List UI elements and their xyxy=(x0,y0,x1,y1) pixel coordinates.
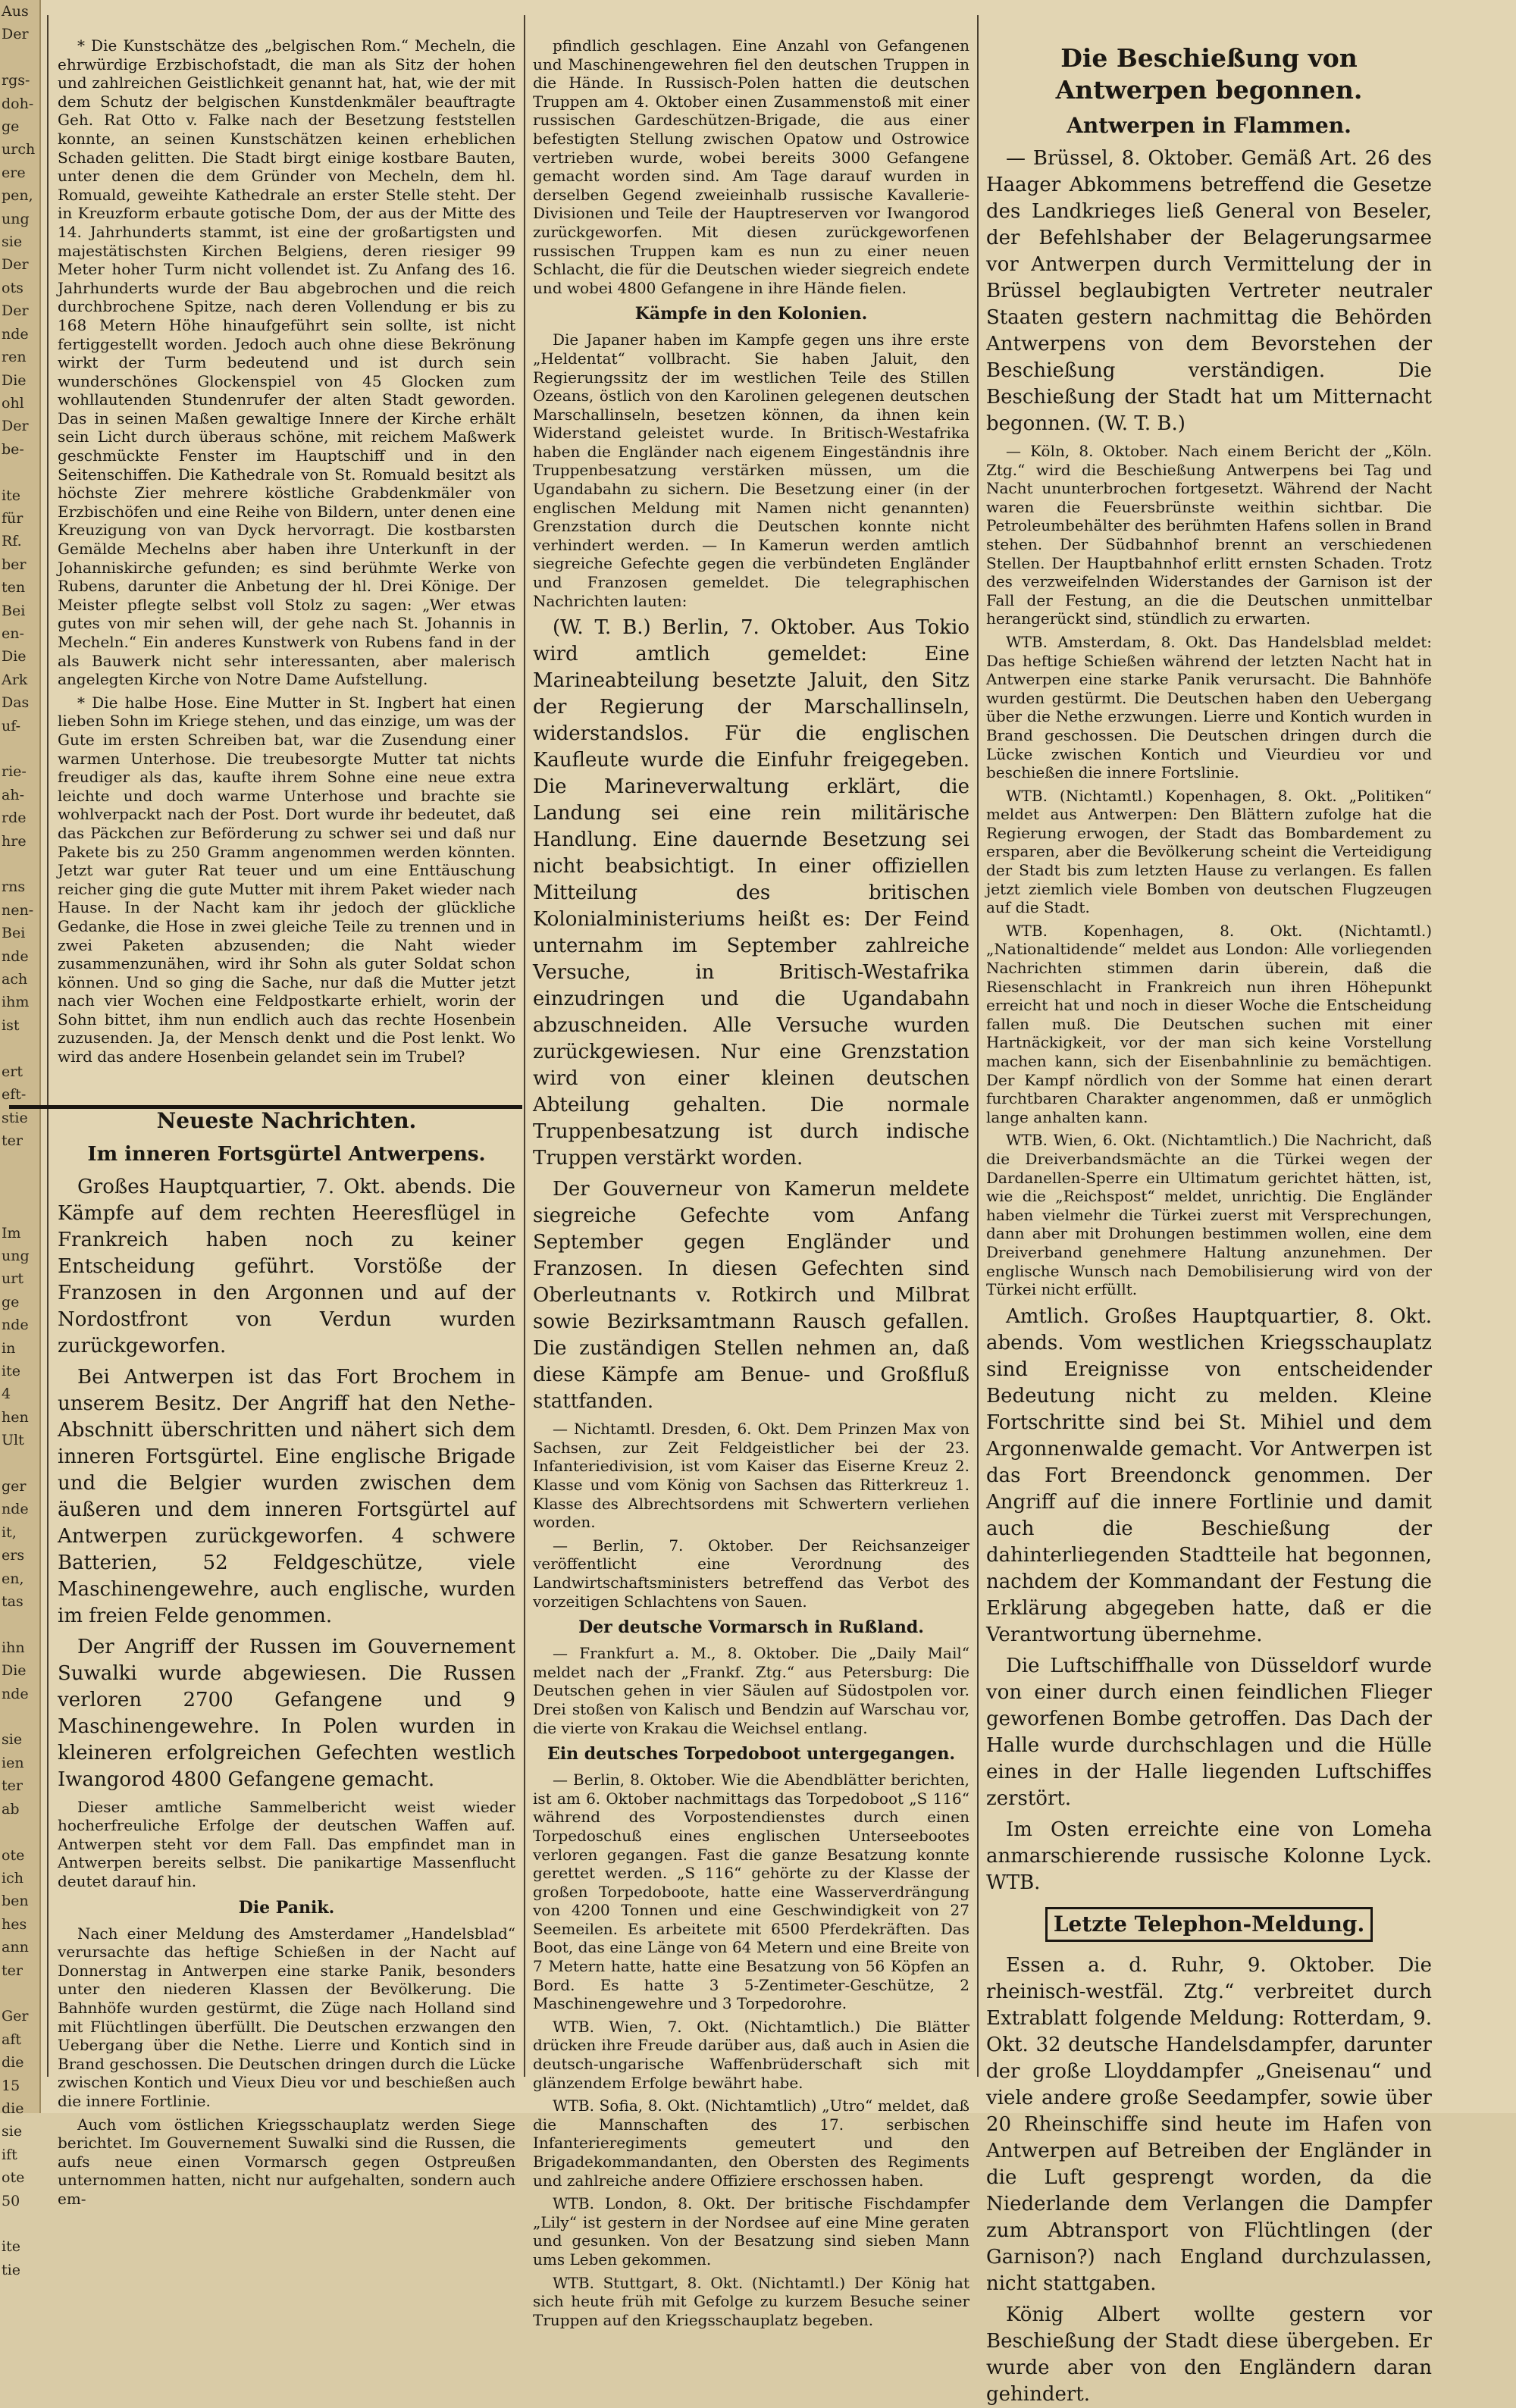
report-paragraph: Bei Antwerpen ist das Fort Brochem in unserem Besitz. Der Angriff hat den Nethe-Abschnitt überschritten und nähert sich dem inneren Fortsgürtel. Eine englische Brigade und die Belgier wurden zwischen dem äußeren und dem inneren Fortsgürtel auf Antwerpen zurückgeworfen. 4 schwere Batterien, 52 Feldgeschütze, viele Maschinengewehre, auch englische, wurden im freien Felde genommen. xyxy=(58,1365,515,1627)
subhead-torpedoboot: Ein deutsches Torpedoboot untergegangen. xyxy=(547,1744,956,1765)
fragment-word: en, xyxy=(2,1570,24,1587)
article-paragraph: Die Japaner haben im Kampfe gegen uns ihre erste „Heldentat“ vollbracht. Sie haben Jaluit, den Regierungssitz der im westlichen Teile des Stillen Ozeans, östlich von den Karolinen gelegenen deutschen Marschallinseln, besetzen können, da ihnen kein Widerstand geleistet wurde. In Britisch-Westafrika haben die Engländer nach eigenem Eingeständnis ihre Truppenbesatzung verstärken müssen, um die Ugandabahn zu sichern. Die Besetzung einer (in der englischen Meldung mit Namen nicht genannten) Grenzstation durch die Deutschen konnte nicht verhindert werden. — In Kamerun werden amtlich siegreiche Gefechte gegen die verbündeten Engländer und Franzosen gemeldet. Die telegraphischen Nachrichten lauten: xyxy=(533,330,969,610)
fragment-word: stie xyxy=(2,1109,28,1126)
fragment-word: ich xyxy=(2,1869,23,1887)
fragment-word: ohl xyxy=(2,394,24,412)
fragment-word: hes xyxy=(2,1915,27,1933)
fragment-word: Ult xyxy=(2,1432,24,1449)
fragment-word: nde xyxy=(2,947,29,965)
column-3 xyxy=(986,36,1432,2406)
fragment-word: Ark xyxy=(2,671,28,688)
fragment-word: it, xyxy=(2,1523,17,1541)
wire-reports xyxy=(986,442,1432,1299)
fragment-word: ist xyxy=(2,1016,20,1034)
main-headline: Die Beschießung von Antwerpen begonnen. xyxy=(1055,43,1363,105)
fragment-word: ren xyxy=(2,349,27,366)
subhead-russland: Der deutsche Vormarsch in Rußland. xyxy=(578,1617,924,1638)
fragment-word xyxy=(0,1037,39,1060)
news-item: WTB. London, 8. Okt. Der britische Fischdampfer „Lily“ ist gestern in der Nordsee auf eine Mine geraten und gesunken. Von der Besatzung sind sieben Mann ums Leben gekommen. xyxy=(533,2194,969,2269)
fragment-word: ite xyxy=(2,2238,20,2256)
fragment-word xyxy=(0,1613,39,1636)
fragment-word: ere xyxy=(2,164,26,181)
fragment-word: ge xyxy=(2,1293,20,1310)
fragment-word: ote xyxy=(2,1846,25,1864)
hauptquartier-report xyxy=(986,1304,1432,1896)
subhead-kolonien: Kämpfe in den Kolonien. xyxy=(634,304,868,324)
fragment-word: nde xyxy=(2,1501,29,1518)
column-rule-2 xyxy=(977,15,979,2077)
fragment-word: ber xyxy=(2,556,27,573)
report-paragraph: Die Luftschiffhalle von Düsseldorf wurde von einer durch einen feindlichen Flieger geworfenen Bombe getroffen. Das Dach der Halle wurde durchschlagen und die Hülle eines in der Halle liegenden Luftschiffes zerstört. xyxy=(986,1654,1432,1810)
subhead-panik: Die Panik. xyxy=(238,1897,335,1918)
fragment-word: Der xyxy=(2,256,29,274)
fragment-word: uf- xyxy=(2,717,21,734)
fragment-word: ite xyxy=(2,1362,20,1379)
fragment-word: ert xyxy=(2,1063,23,1080)
fragment-word: nde xyxy=(2,325,29,343)
fragment-word xyxy=(0,1198,39,1221)
news-item: WTB. Stuttgart, 8. Okt. (Nichtamtl.) Der König hat sich heute früh mit Gefolge zu kurzem Besuche seiner Truppen auf den Kriegsschauplatz begeben. xyxy=(533,2273,969,2329)
fragment-word: ger xyxy=(2,1478,27,1495)
article-paragraph: Auch vom östlichen Kriegsschauplatz werden Siege berichtet. Im Gouvernement Suwalki sind die Russen, die aufs neue einen Vormarsch gegen Ostpreußen unternommen hatten, nicht nur aufgehalten, sondern auch em- xyxy=(58,2115,515,2208)
fragment-word: hen xyxy=(2,1408,29,1426)
telephon-meldung xyxy=(986,1952,1432,2408)
fragment-word: in xyxy=(2,1339,16,1357)
fragment-word: doh- xyxy=(2,95,34,112)
news-item: — Nichtamtl. Dresden, 6. Okt. Dem Prinzen Max von Sachsen, zur Zeit Feldgeistlicher bei der 23. Infanteriedivision, ist vom Kaiser das Eiserne Kreuz 2. Klasse und vom König von Sachsen das Ritterkreuz 1. Klasse des Albrechtsordens mit Schwertern verliehen worden. xyxy=(533,1420,969,1532)
column-2 xyxy=(533,36,969,2329)
fragment-word xyxy=(0,1705,39,1728)
fragment-word: Bei xyxy=(2,925,26,942)
article-paragraph: * Die halbe Hose. Eine Mutter in St. Ingbert hat einen lieben Sohn im Kriege stehen, und das einzige, um was der Gute im ersten Schreiben bat, war die Zusendung einer warmen Unterhose. Die treubesorgte Mutter tat nichts freudiger als das, kaufte ihrem Sohne eine neue extra leichte und doch warme Unterhose und brachte sie wohlverpackt nach der Post. Dort wurde ihr bedeutet, daß das Päckchen zur Beförderung zu schwer sei und daß nur Pakete bis zu 250 Gramm angenommen werden könnten. Jetzt war guter Rat teuer und um eine Enttäuschung reicher ging die gute Mutter mit ihrem Paket wieder nach Hause. In der Nacht kam ihr jedoch der glückliche Gedanke, die Hose in zwei gleiche Teile zu trennen und in zwei Paketen abzusenden; die Naht wieder zusammenzunähen, wird ihr Sohn als guter Soldat schon können. Und so ging die Sache, nur daß die Mutter jetzt nach vier Wochen eine Feldpostkarte erhielt, worin der Sohn bittet, ihm nun endlich auch das rechte Hosenbein zuzusenden. Ja, der Mensch denkt und die Post lenkt. Wo wird das andere Hosenbein gelandet sein im Trubel? xyxy=(58,693,515,1066)
fragment-word: en- xyxy=(2,625,24,642)
fragment-word: pen, xyxy=(2,187,33,205)
fragment-word: die xyxy=(2,2054,24,2071)
fragment-word: Im xyxy=(2,1224,21,1242)
report-paragraph: (W. T. B.) Berlin, 7. Oktober. Aus Tokio wird amtlich gemeldet: Eine Marineabteilung besetzte Jaluit, den Sitz der Regierung der Marschallinseln, widerstandslos. Für die englischen Kaufleute wurde die Einfuhr freigegeben. Die Marineverwaltung erklärt, die Landung sei eine rein militärische Handlung. Eine dauernde Besetzung sei nicht beabsichtigt. In einer offiziellen Mitteilung des britischen Kolonialministeriums heißt es: Der Feind unternahm im September zahlreiche Versuche, in Britisch-Westafrika einzudringen und die Ugandabahn abzuschneiden. Alle Versuche wurden zurückgewiesen. Nur eine Grenzstation wird von einer kleinen deutschen Abteilung gehalten. Die normale Truppenbesatzung ist durch indische Truppen verstärkt worden. xyxy=(533,616,969,1170)
fragment-word: Der xyxy=(2,418,29,435)
fragment-word: Bei xyxy=(2,602,26,619)
headline-antwerpen: Im inneren Fortsgürtel Antwerpens. xyxy=(87,1142,486,1166)
fragment-word: sie xyxy=(2,233,23,251)
fragment-word: be- xyxy=(2,440,24,458)
fragment-word: 4 xyxy=(2,1386,11,1403)
fragment-word: ote xyxy=(2,2169,25,2187)
fragment-word: rns xyxy=(2,878,26,896)
news-item: WTB. Sofia, 8. Okt. (Nichtamtlich) „Utro“ meldet, daß die Mannschaften des 17. serbischen Infanterieregiments gemeutert und den Brigadekommandanten, den Obersten des Regiments und zahlreiche andere Offiziere erschossen haben. xyxy=(533,2096,969,2190)
news-item: — Köln, 8. Oktober. Nach einem Bericht der „Köln. Ztg.“ wird die Beschießung Antwerpens bei Tag und Nacht ununterbrochen fortgesetzt. Während der Nacht waren die Feuersbrünste weithin sichtbar. Die Petroleumbehälter des berühmten Hafens sollen in Brand stehen. Der Südbahnhof brennt an verschiedenen Stellen. Der Hauptbahnhof erlitt ernsten Schaden. Trotz des verzweifelnden Widerstandes der Garnison ist der Fall der Festung, an die die Deutschen unmittelbar herangerückt sind, stündlich zu erwarten. xyxy=(986,442,1432,628)
fragment-word: rgs- xyxy=(2,72,30,89)
torpedoboot-block xyxy=(533,1771,969,2329)
bruessel-report xyxy=(986,146,1432,437)
fragment-word: Ger xyxy=(2,2008,29,2025)
column-1 xyxy=(58,36,515,2208)
fragment-word xyxy=(0,1176,39,1198)
russland-block xyxy=(533,1644,969,1737)
fragment-word xyxy=(0,1821,39,1843)
fragment-word: sie xyxy=(2,2123,23,2140)
report-paragraph: König Albert wollte gestern vor Beschießung der Stadt diese übergeben. Er wurde aber von den Engländern daran gehindert. xyxy=(986,2303,1432,2406)
fragment-word: Der xyxy=(2,302,29,320)
news-item: WTB. Wien, 6. Okt. (Nichtamtlich.) Die Nachricht, daß die Dreiverbandsmächte an die Türkei wegen der Dardanellen-Sperre ein Ultimatum gerichtet hätten, ist, wie die „Reichspost“ meldet, unrichtig. Die Engländer haben vielmehr die Türkei zuerst mit Versprechungen, dann aber mit Drohungen bestimmen wollen, eine dem Dreiverband genehmere Haltung anzunehmen. Der englische Wunsch nach Demobilisierung wird von der Türkei nicht erfüllt. xyxy=(986,1131,1432,1299)
fragment-word xyxy=(0,1152,39,1175)
fragment-word: ach xyxy=(2,971,28,988)
fragment-word: ten xyxy=(2,579,26,597)
fragment-word: sie xyxy=(2,1731,23,1749)
report-paragraph: Der Gouverneur von Kamerun meldete siegreiche Gefechte vom Anfang September gegen Engländer und Franzosen. In diesen Gefechten sind Oberleutnants v. Rotkirch und Milbrat sowie Bezirksamtmann Rausch gefallen. Die zuständigen Stellen nehmen an, daß diese Kämpfe am Benue- und Großfluß stattfanden. xyxy=(533,1178,969,1414)
fragment-word: Die xyxy=(2,371,27,389)
feuilleton-block xyxy=(58,36,515,1066)
article-paragraph: pfindlich geschlagen. Eine Anzahl von Gefangenen und Maschinengewehren fiel den deutschen Truppen in die Hände. In Russisch-Polen hatten die deutschen Truppen am 4. Oktober einen Zusammenstoß mit einer russischen Gardeschützen-Brigade, die aus einer befestigten Stellung zwischen Opatow und Ostrowice vertrieben wurde, wobei bereits 3000 Gefangene gemacht worden sind. Am Tage darauf wurden in derselben Gegend zweieinhalb russische Kavallerie-Divisionen und Teile der Hauptreserven vor Iwangorod zurückgeworfen. Mit diesen zurückgeworfenen russischen Truppen kam es nun zu einer neuen Schlacht, die für die Deutschen wieder siegreich endete und wobei 4800 Gefangene in ihre Hände fielen. xyxy=(533,36,969,297)
fragment-word xyxy=(0,1982,39,2005)
fragment-word: 50 xyxy=(2,2192,20,2209)
fragment-word: eft- xyxy=(2,1086,27,1104)
fragment-word: ter xyxy=(2,1132,23,1149)
fragment-word: ihm xyxy=(2,994,30,1011)
fragment-word: ge xyxy=(2,118,20,136)
fragment-word: für xyxy=(2,509,23,527)
report-paragraph: Amtlich. Großes Hauptquartier, 8. Okt. abends. Vom westlichen Kriegsschauplatz sind Ereignisse von entscheidender Bedeutung nicht zu melden. Kleine Fortschritte sind bei St. Mihiel und dem Argonnenwalde gemacht. Vor Antwerpen ist das Fort Breendonck genommen. Der Angriff auf die innere Fortlinie und damit auch die Beschießung der dahinterliegenden Stadtteile hat begonnen, nachdem der Kommandant der Festung die Erklärung abgegeben hatte, daß er die Verantwortung übernehme. xyxy=(986,1304,1432,1646)
news-item: WTB. (Nichtamtl.) Kopenhagen, 8. Okt. „Politiken“ meldet aus Antwerpen: Den Blättern zufolge hat die Regierung erwogen, der Stadt das Bombardement zu ersparen, aber die Bevölkerung scheint die Verteidigung der Stadt bis zum letzten Hause zu verlangen. Es fallen jetzt ziemlich viele Bomben von deutschen Flugzeugen auf die Stadt. xyxy=(986,786,1432,917)
fragment-word: ots xyxy=(2,279,23,296)
article-paragraph: * Die Kunstschätze des „belgischen Rom.“ Mecheln, die ehrwürdige Erzbischofstadt, die man als Sitz der hohen und zahlreichen Geistlichkeit genannt hat, hat, wie der mit dem Schutz der belgischen Kunstdenkmäler beauftragte Geh. Rat Otto v. Falke nach der Besetzung feststellen konnte, an seinen Kunstschätzen keinen erheblichen Schaden gelitten. Die Stadt birgt einige kostbare Bauten, unter denen die dem Gründer von Mecheln, dem hl. Romuald, geweihte Kathedrale an erster Stelle steht. Der in Kreuzform erbaute gotische Dom, der aus der Mitte des 14. Jahrhunderts stammt, ist eine der großartigsten und majestätischsten Kirchen Belgiens, deren riesiger 99 Meter hoher Turm nicht vollendet ist. Zu Anfang des 16. Jahrhunderts wurde der Bau abgebrochen und die reich durchbrochene Spitze, nach deren Vollendung er bis zu 168 Metern Höhe hinaufgeführt sein sollte, ist nicht fertiggestellt worden. Jedoch auch ohne diese Bekrönung wirkt der Turm bedeutend und ist durch sein wunderschönes Glockenspiel von 45 Glocken zum wohllautenden Stundenrufer der alten Stadt geworden. Das in seinen Maßen gewaltige Innere der Kirche erhält sein Licht durch überaus schöne, mit reichem Maßwerk geschmückte Fenster im Hauptschiff und in den Seitenschiffen. Die Kathedrale von St. Romuald besitzt als höchste Zier mehrere köstliche Grabdenkmäler von Erzbischöfen und eine Reihe von Bildern, unter denen eine Kreuzigung von van Dyck hervorragt. Die kostbarsten Gemälde Mechelns aber haben ihre Unterkunft in der Johanniskirche gefunden; es sind berühmte Werke von Rubens, darunter die Anbetung der hl. Drei Könige. Der Meister pflegte selbst voll Stolz zu sagen: „Wer etwas gutes von mir sehen will, der gehe nach St. Johannis in Mecheln.“ Ein anderes Kunstwerk von Rubens fand in der als Bauwerk nicht sehr interessanten, aber malerisch angelegten Kirche von Notre Dame Aufstellung. xyxy=(58,36,515,689)
fragment-word: nde xyxy=(2,1317,29,1334)
report-block xyxy=(58,1174,515,1793)
fragment-word: urch xyxy=(2,141,36,158)
fragment-word: Aus xyxy=(2,3,29,20)
fragment-word: Das xyxy=(2,694,30,712)
fragment-word: urt xyxy=(2,1270,23,1288)
fragment-word xyxy=(0,46,39,69)
fragment-word: nde xyxy=(2,1685,29,1702)
news-item: WTB. Wien, 7. Okt. (Nichtamtlich.) Die Blätter drücken ihre Freude darüber aus, daß auch in Asien die deutsch-ungarische Waffenbrüderschaft sich mit glänzendem Erfolge bewährt habe. xyxy=(533,2017,969,2092)
article-paragraph: Nach einer Meldung des Amsterdamer „Handelsblad“ verursachte das heftige Schießen in der Nacht auf Donnerstag in Antwerpen eine starke Panik, besonders unter den niederen Klassen der Bevölkerung. Die Bahnhöfe wurden gestürmt, die Züge nach Holland sind mit Flüchtlingen überfüllt. Die Deutschen erzwangen den Uebergang über die Nethe. Lierre und Kontich sind in Brand geschossen. Die Deutschen dringen durch die Lücke zwischen Kontich und Vieux Dieu vor und beschießen auch die innere Fortlinie. xyxy=(58,1924,515,2110)
news-item: — Frankfurt a. M., 8. Oktober. Die „Daily Mail“ meldet nach der „Frankf. Ztg.“ aus Petersburg: Die Deutschen gehen in vier Säulen auf Südostpolen vor. Drei stoßen von Kalisch und Bendzin auf Warschau vor, die vierte von Krakau die Weichsel entlang. xyxy=(533,1644,969,1737)
fragment-word: aft xyxy=(2,2031,21,2048)
fragment-word: ben xyxy=(2,1893,29,1910)
fragment-word: ers xyxy=(2,1547,25,1564)
fragment-word: hre xyxy=(2,832,27,850)
section-title: Neueste Nachrichten. xyxy=(156,1107,417,1133)
fragment-word: ite xyxy=(2,487,20,504)
commentary-block xyxy=(58,1798,515,1891)
fragment-word: die xyxy=(2,2100,24,2117)
main-subheadline: Antwerpen in Flammen. xyxy=(1067,113,1352,138)
fragment-word: tie xyxy=(2,2261,20,2278)
report-paragraph: Der Angriff der Russen im Gouvernement Suwalki wurde abgewiesen. Die Russen verloren 2700 Gefangene und 9 Maschinengewehre. In Polen wurden in kleineren erfolgreichen Gefechten westlich Iwangorod 4800 Gefangene gemacht. xyxy=(58,1635,515,1791)
panik-block xyxy=(58,1924,515,2209)
telephon-box-title: Letzte Telephon-Meldung. xyxy=(1045,1907,1373,1942)
column-rule-left xyxy=(47,15,49,2077)
fragment-word: Rf. xyxy=(2,533,22,550)
fragment-word: ung xyxy=(2,1247,30,1264)
commentary-paragraph: Dieser amtliche Sammelbericht weist wieder hocherfreuliche Erfolge der deutschen Waffen auf. Antwerpen steht vor dem Fall. Das empfindet man in Antwerpen bereits selbst. Die panikartige Massenflucht deutet darauf hin. xyxy=(58,1797,515,1891)
fragment-word: ien xyxy=(2,1754,24,1771)
fragment-word: rde xyxy=(2,809,27,827)
fragment-word: ah- xyxy=(2,786,24,803)
fragment-word xyxy=(0,1452,39,1475)
news-item: — Berlin, 7. Oktober. Der Reichsanzeiger veröffentlicht eine Verordnung des Landwirtschaftsministers betreffend das Verbot des vorzeitigen Schlachtens von Sauen. xyxy=(533,1536,969,1611)
fragment-word: ter xyxy=(2,1777,23,1795)
fragment-word: ung xyxy=(2,210,30,227)
short-news-block xyxy=(533,1420,969,1611)
report-paragraph: Essen a. d. Ruhr, 9. Oktober. Die rheinisch-westfäl. Ztg.“ verbreitet durch Extrablatt folgende Meldung: Rotterdam, 9. Okt. 32 deutsche Handelsdampfer, darunter der große Lloyddampfer „Gneisenau“ und viele andere große Seedampfer, sowie über 20 Rheinschiffe sind heute im Hafen von Antwerpen auf Betreiben der Engländer in die Luft gesprengt worden, da die Niederlande dem Verlangen die Dampfer zum Abtransport von Flüchtlingen (der Garnison?) nach England durchzulassen, nicht stattgaben. xyxy=(986,1953,1432,2295)
report-paragraph: Großes Hauptquartier, 7. Okt. abends. Die Kämpfe auf dem rechten Heeresflügel in Frankreich haben noch zu keiner Entscheidung geführt. Vorstöße der Franzosen in den Argonnen und auf der Nordostfront von Verdun wurden zurückgeworfen. xyxy=(58,1175,515,1357)
fragment-word xyxy=(0,461,39,484)
fragment-word: 15 xyxy=(2,2077,20,2094)
fragment-word: ihn xyxy=(2,1639,25,1656)
news-item: WTB. Kopenhagen, 8. Okt. (Nichtamtl.) „Nationaltidende“ meldet aus London: Alle vorliegenden Nachrichten stimmen darin überein, daß die Riesenschlacht in Frankreich nun ihren Höhepunkt erreicht hat und noch in dieser Woche die Entscheidung fallen muß. Die Deutschen suchen mit einer Hartnäckigkeit, vor der man sich keine Vorstellung machen kann, sich der Eisenbahnlinie zu bemächtigen. Der Kampf nördlich von der Somme hat einen derart furchtbaren Charakter angenommen, daß er unmöglich lange anhalten kann. xyxy=(986,921,1432,1126)
fragment-word: ann xyxy=(2,1939,29,1956)
column-rule-1 xyxy=(524,15,525,2077)
news-item: WTB. Amsterdam, 8. Okt. Das Handelsblad meldet: Das heftige Schießen während der letzten Nacht hat in Antwerpen eine starke Panik verursacht. Die Bahnhöfe wurden gestürmt. Die Deutschen haben den Uebergang über die Nethe erzwungen. Lierre und Kontich wurden in Brand geschossen. Die Deutschen dringen durch die Lücke zwischen Kontich und Vieurdieu vor und beschießen die innere Fortslinie. xyxy=(986,632,1432,782)
fragment-word: ab xyxy=(2,1800,20,1818)
kolonien-block xyxy=(533,330,969,610)
report-paragraph: Im Osten erreichte eine von Lomeha anmarschierende russische Kolonne Lyck. WTB. xyxy=(986,1818,1432,1894)
left-page-fragment xyxy=(0,0,41,2278)
fragment-word: Der xyxy=(2,26,29,43)
fragment-word: tas xyxy=(2,1593,23,1611)
fragment-word: rie- xyxy=(2,763,27,781)
fragment-word xyxy=(0,853,39,875)
fragment-word: ift xyxy=(2,2146,17,2163)
fragment-word: Die xyxy=(2,1662,27,1680)
fragment-word: ter xyxy=(2,1962,23,1979)
fragment-word xyxy=(0,2212,39,2235)
fragment-word xyxy=(0,737,39,760)
wtb-block xyxy=(533,615,969,1415)
news-item: — Berlin, 8. Oktober. Wie die Abendblätter berichten, ist am 6. Oktober nachmittags das Torpedoboot „S 116“ während des Vorpostendienstes durch einen Torpedoschuß eines englischen Unterseebootes verloren gegangen. Fast die ganze Besatzung konnte gerettet werden. „S 116“ gehörte zu der Klasse der großen Torpedoboote, hatte eine Wasserverdrängung von 4200 Tonnen und eine Geschwindigkeit von 27 Seemeilen. Es arbeitete mit 6500 Pferdekräften. Das Boot, das eine Länge von 64 Metern und eine Breite von 7 Metern hatte, hatte eine Besatzung von 56 Köpfen an Bord. Es hatte 3 5-Zentimeter-Geschütze, 2 Maschinengewehre und 3 Torpedorohre. xyxy=(533,1771,969,2013)
continued-block xyxy=(533,36,969,297)
fragment-word: Die xyxy=(2,648,27,665)
report-paragraph: — Brüssel, 8. Oktober. Gemäß Art. 26 des Haager Abkommens betreffend die Gesetze des Landkrieges ließ General von Beseler, der Befehlshaber der Belagerungsarmee vor Antwerpen durch Vermittelung der in Brüssel beglaubigten Vertreter neutraler Staaten gestern nachmittag die Behörden Antwerpens von dem Bevorstehen der Beschießung verständigen. Die Beschießung der Stadt hat um Mitternacht begonnen. (W. T. B.) xyxy=(986,147,1432,435)
fragment-word: nen- xyxy=(2,901,34,919)
